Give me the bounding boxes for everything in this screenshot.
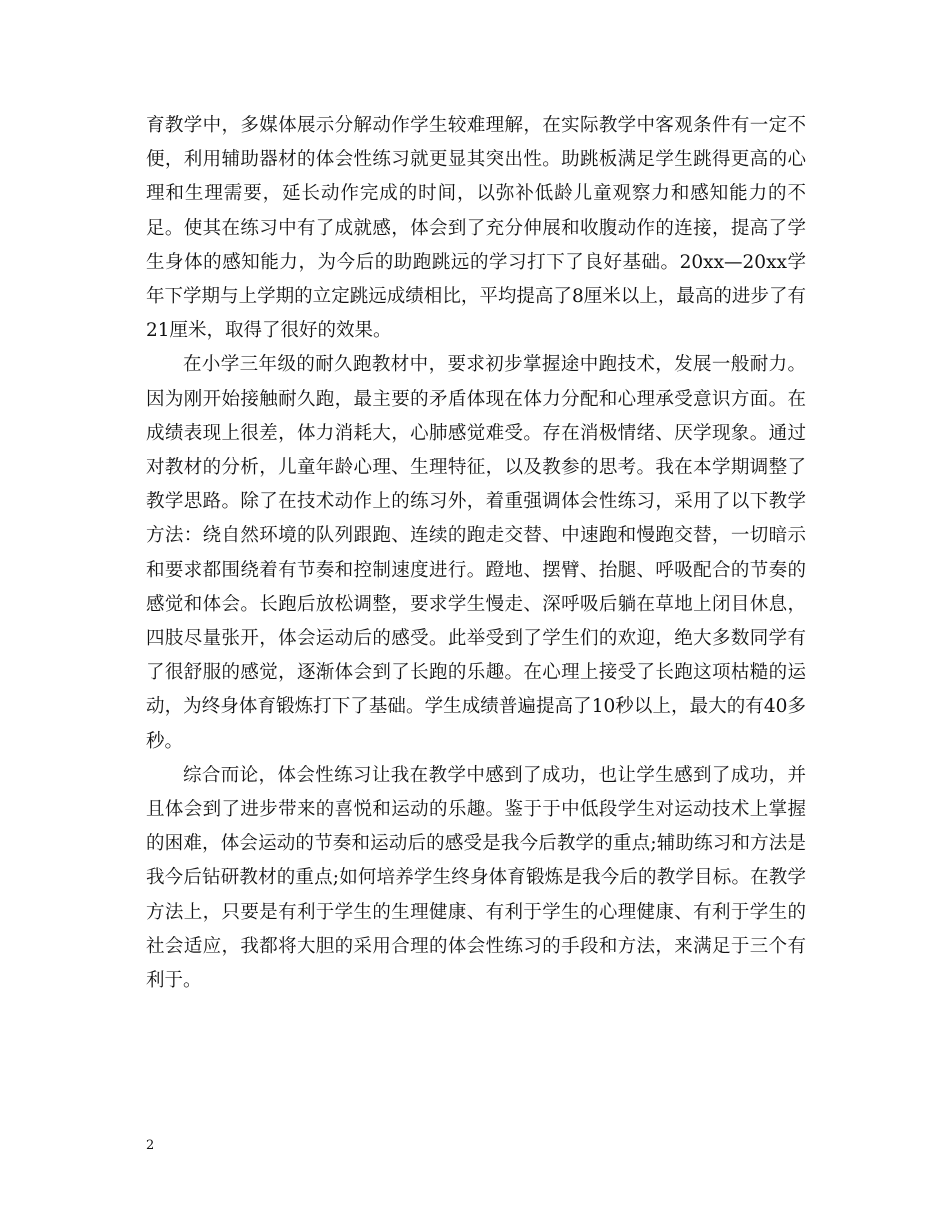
document-body (146, 109, 806, 998)
page-number: 2 (146, 1138, 155, 1153)
paragraph-2: 在小学三年级的耐久跑教材中，要求初步掌握途中跑技术，发展一般耐力。因为刚开始接触耐久跑，最主要的矛盾体现在体力分配和心理承受意识方面。在成绩表现上很差，体力消耗大，心肺感觉难受。存在消极情绪、厌学现象。通过对教材的分析，儿童年龄心理、生理特征，以及教参的思考。我在本学期调整了教学思路。除了在技术动作上的练习外，着重强调体会性练习，采用了以下教学方法：绕自然环境的队列跟跑、连续的跑走交替、中速跑和慢跑交替，一切暗示和要求都围绕着有节奏和控制速度进行。蹬地、摆臂、抬腿、呼吸配合的节奏的感觉和体会。长跑后放松调整，要求学生慢走、深呼吸后躺在草地上闭目休息，四肢尽量张开，体会运动后的感受。此举受到了学生们的欢迎，绝大多数同学有了很舒服的感觉，逐渐体会到了长跑的乐趣。在心理上接受了长跑这项枯糙的运动，为终身体育锻炼打下了基础。学生成绩普遍提高了10秒以上，最大的有40多秒。 (146, 354, 806, 752)
paragraph-1: 育教学中，多媒体展示分解动作学生较难理解，在实际教学中客观条件有一定不便，利用辅助器材的体会性练习就更显其突出性。助跳板满足学生跳得更高的心理和生理需要，延长动作完成的时间，以弥补低龄儿童观察力和感知能力的不足。使其在练习中有了成就感，体会到了充分伸展和收腹动作的连接，提高了学生身体的感知能力，为今后的助跑跳远的学习打下了良好基础。20xx—20xx学年下学期与上学期的立定跳远成绩相比，平均提高了8厘米以上，最高的进步了有21厘米，取得了很好的效果。 (146, 115, 806, 342)
paragraph-3: 综合而论，体会性练习让我在教学中感到了成功，也让学生感到了成功，并且体会到了进步带来的喜悦和运动的乐趣。鉴于于中低段学生对运动技术上掌握的困难，体会运动的节奏和运动后的感受是我今后教学的重点;辅助练习和方法是我今后钻研教材的重点;如何培养学生终身体育锻炼是我今后的教学目标。在教学方法上，只要是有利于学生的生理健康、有利于学生的心理健康、有利于学生的社会适应，我都将大胆的采用合理的体会性练习的手段和方法，来满足于三个有利于。 (146, 764, 806, 992)
